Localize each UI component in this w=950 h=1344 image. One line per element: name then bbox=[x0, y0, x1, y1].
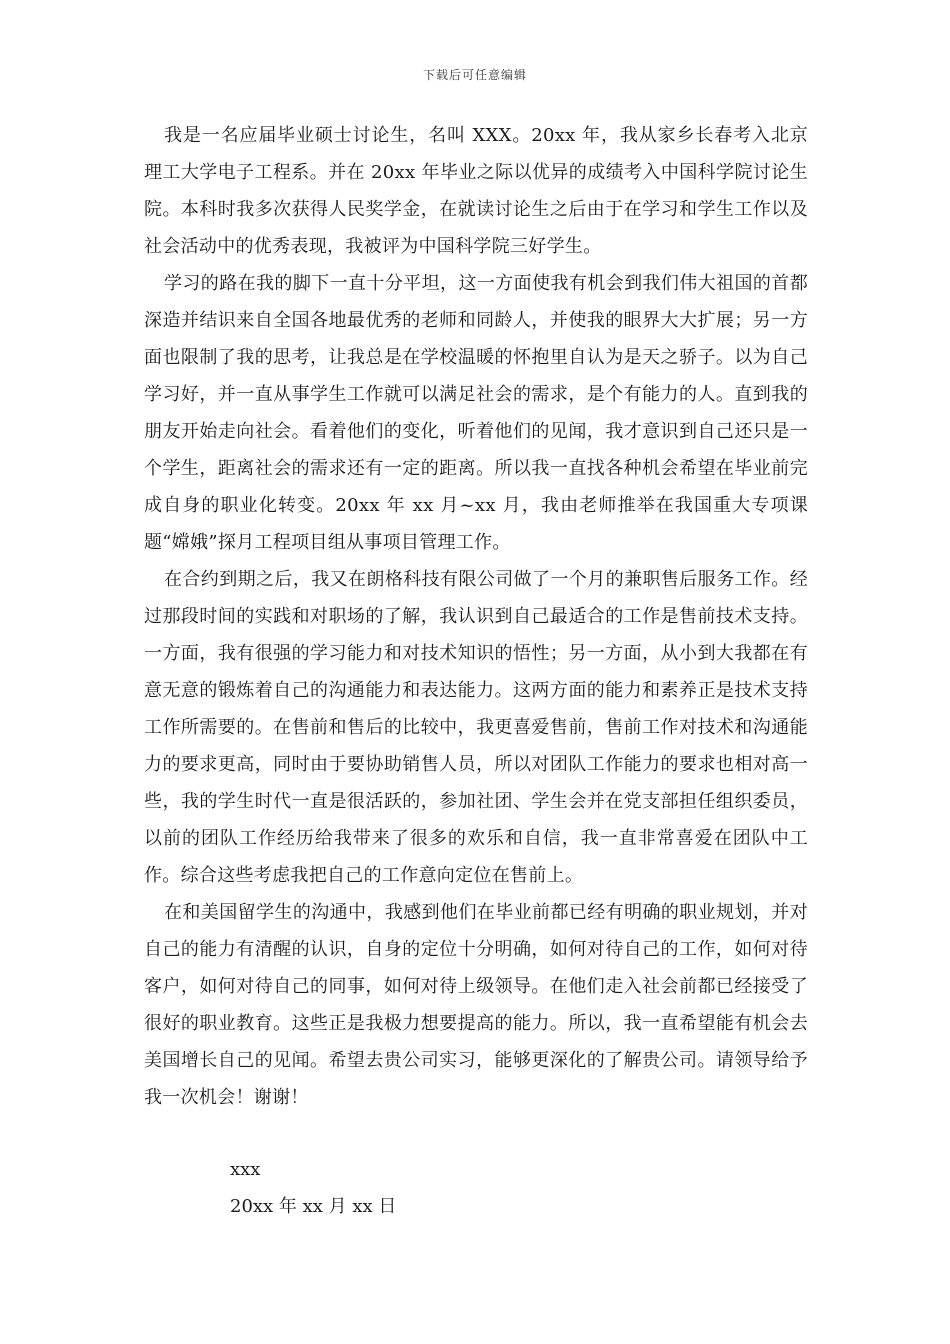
paragraph-request: 在和美国留学生的沟通中，我感到他们在毕业前都已经有明确的职业规划，并对自己的能力有清醒的认识，自身的定位十分明确，如何对待自己的工作，如何对待客户，如何对待自己的同事，如何对待上级领导。在他们走入社会前都已经接受了很好的职业教育。这些正是我极力想要提高的能力。所以，我一直希望能有机会去美国增长自己的见闻。希望去贵公司实习，能够更深化的了解贵公司。请领导给予我一次机会！谢谢！ bbox=[144, 902, 808, 1108]
paragraph-intro: 我是一名应届毕业硕士讨论生，名叫 XXX。20xx 年，我从家乡长春考入北京理工大学电子工程系。并在 20xx 年毕业之际以优异的成绩考入中国科学院讨论生院。本科时我多次获得人民奖学金，在就读讨论生之后由于在学习和学生工作以及社会活动中的优秀表现，我被评为中国科学院三好学生。 bbox=[144, 125, 808, 257]
paragraph-work: 在合约到期之后，我又在朗格科技有限公司做了一个月的兼职售后服务工作。经过那段时间的实践和对职场的了解，我认识到自己最适合的工作是售前技术支持。一方面，我有很强的学习能力和对技术知识的悟性；另一方面，从小到大我都在有意无意的锻炼着自己的沟通能力和表达能力。这两方面的能力和素养正是技术支持工作所需要的。在售前和售后的比较中，我更喜爱售前，售前工作对技术和沟通能力的要求更高，同时由于要协助销售人员，所以对团队工作能力的要求也相对高一些，我的学生时代一直是很活跃的，参加社团、学生会并在党支部担任组织委员，以前的团队工作经历给我带来了很多的欢乐和自信，我一直非常喜爱在团队中工作。综合这些考虑我把自己的工作意向定位在售前上。 bbox=[144, 569, 808, 886]
letter-body bbox=[144, 117, 808, 1116]
paragraph-study: 学习的路在我的脚下一直十分平坦，这一方面使我有机会到我们伟大祖国的首都深造并结识来自全国各地最优秀的老师和同龄人，并使我的眼界大大扩展；另一方面也限制了我的思考，让我总是在学校温暖的怀抱里自认为是天之骄子。以为自己学习好，并一直从事学生工作就可以满足社会的需求，是个有能力的人。直到我的朋友开始走向社会。看着他们的变化，听着他们的见闻，我才意识到自己还只是一个学生，距离社会的需求还有一定的距离。所以我一直找各种机会希望在毕业前完成自身的职业化转变。20xx 年 xx 月~xx 月，我由老师推举在我国重大专项课题“嫦娥”探月工程项目组从事项目管理工作。 bbox=[144, 273, 808, 553]
letter-date: 20xx 年 xx 月 xx 日 bbox=[230, 1196, 397, 1217]
header-note: 下载后可任意编辑 bbox=[422, 68, 527, 82]
signature: xxx bbox=[230, 1159, 261, 1180]
